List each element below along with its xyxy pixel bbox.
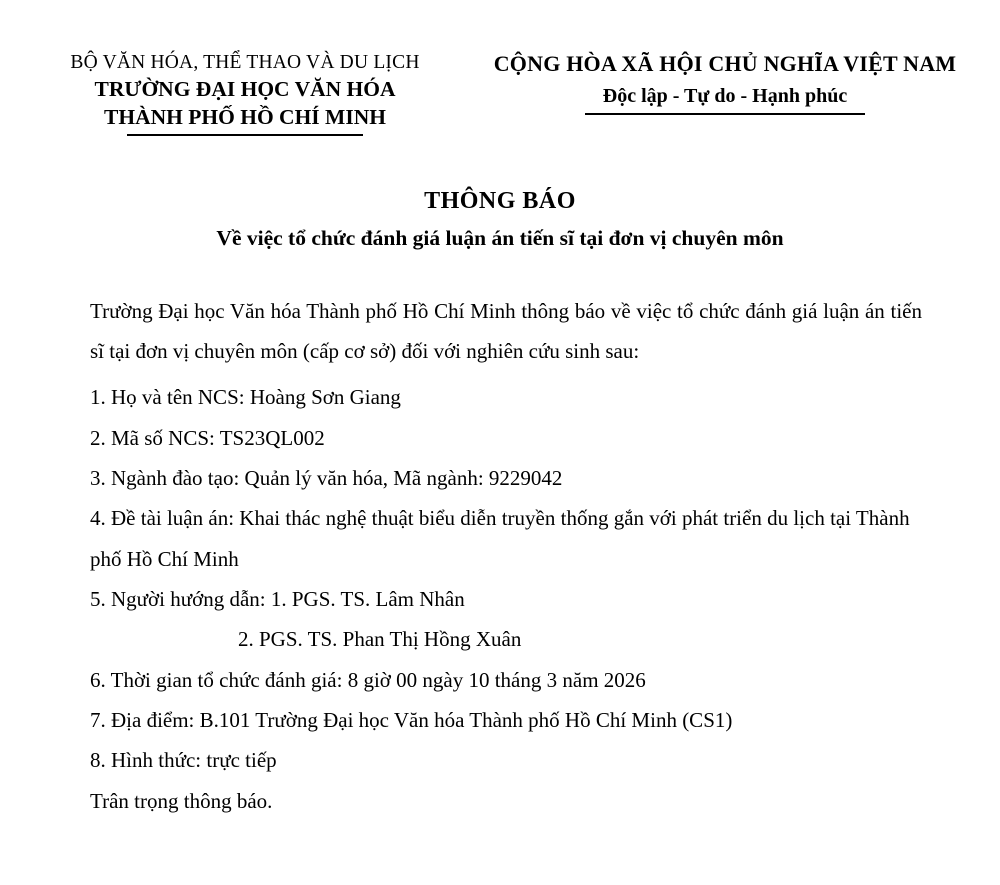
item-thesis-title: 4. Đề tài luận án: Khai thác nghệ thuật biểu diễn truyền thống gắn với phát triển du lịch tại Thành phố Hồ Chí Minh <box>90 506 910 571</box>
document-header <box>0 0 1000 136</box>
national-title: CỘNG HÒA XÃ HỘI CHỦ NGHĨA VIỆT NAM <box>493 51 957 76</box>
item-supervisor-first: 5. Người hướng dẫn: 1. PGS. TS. Lâm Nhân <box>90 587 465 611</box>
supervisor-second-text: 2. PGS. TS. Phan Thị Hồng Xuân <box>238 627 522 652</box>
university-name-line1: TRƯỜNG ĐẠI HỌC VĂN HÓA <box>94 76 396 101</box>
item-major: 3. Ngành đào tạo: Quản lý văn hóa, Mã ngành: 9229042 <box>90 466 563 491</box>
university-name-line2: THÀNH PHỐ HỒ CHÍ MINH <box>104 104 386 129</box>
closing-paragraph: Trân trọng thông báo. <box>90 788 273 813</box>
national-motto: Độc lập - Tự do - Hạnh phúc <box>602 84 848 107</box>
item-candidate-code: 2. Mã số NCS: TS23QL002 <box>90 425 325 450</box>
document-body <box>0 291 1000 821</box>
item-format: 8. Hình thức: trực tiếp <box>90 748 277 773</box>
header-national-block <box>470 50 980 115</box>
header-ministry-block <box>0 50 470 136</box>
item-candidate-name: 1. Họ và tên NCS: Hoàng Sơn Giang <box>90 385 401 410</box>
ministry-name: BỘ VĂN HÓA, THỂ THAO VÀ DU LỊCH <box>70 52 420 73</box>
item-supervisor-second <box>90 619 922 659</box>
page-subtitle: Về việc tổ chức đánh giá luận án tiến sĩ tại đơn vị chuyên môn <box>216 225 784 250</box>
title-block <box>0 186 1000 253</box>
header-left-divider <box>127 134 363 136</box>
header-right-divider <box>585 113 865 115</box>
item-schedule: 6. Thời gian tổ chức đánh giá: 8 giờ 00 ngày 10 tháng 3 năm 2026 <box>90 667 646 692</box>
item-location: 7. Địa điểm: B.101 Trường Đại học Văn hóa Thành phố Hồ Chí Minh (CS1) <box>90 707 733 732</box>
intro-paragraph: Trường Đại học Văn hóa Thành phố Hồ Chí Minh thông báo về việc tổ chức đánh giá luận án tiến sĩ tại đơn vị chuyên môn (cấp cơ sở) đối với nghiên cứu sinh sau: <box>90 298 922 364</box>
page-title: THÔNG BÁO <box>424 187 576 214</box>
